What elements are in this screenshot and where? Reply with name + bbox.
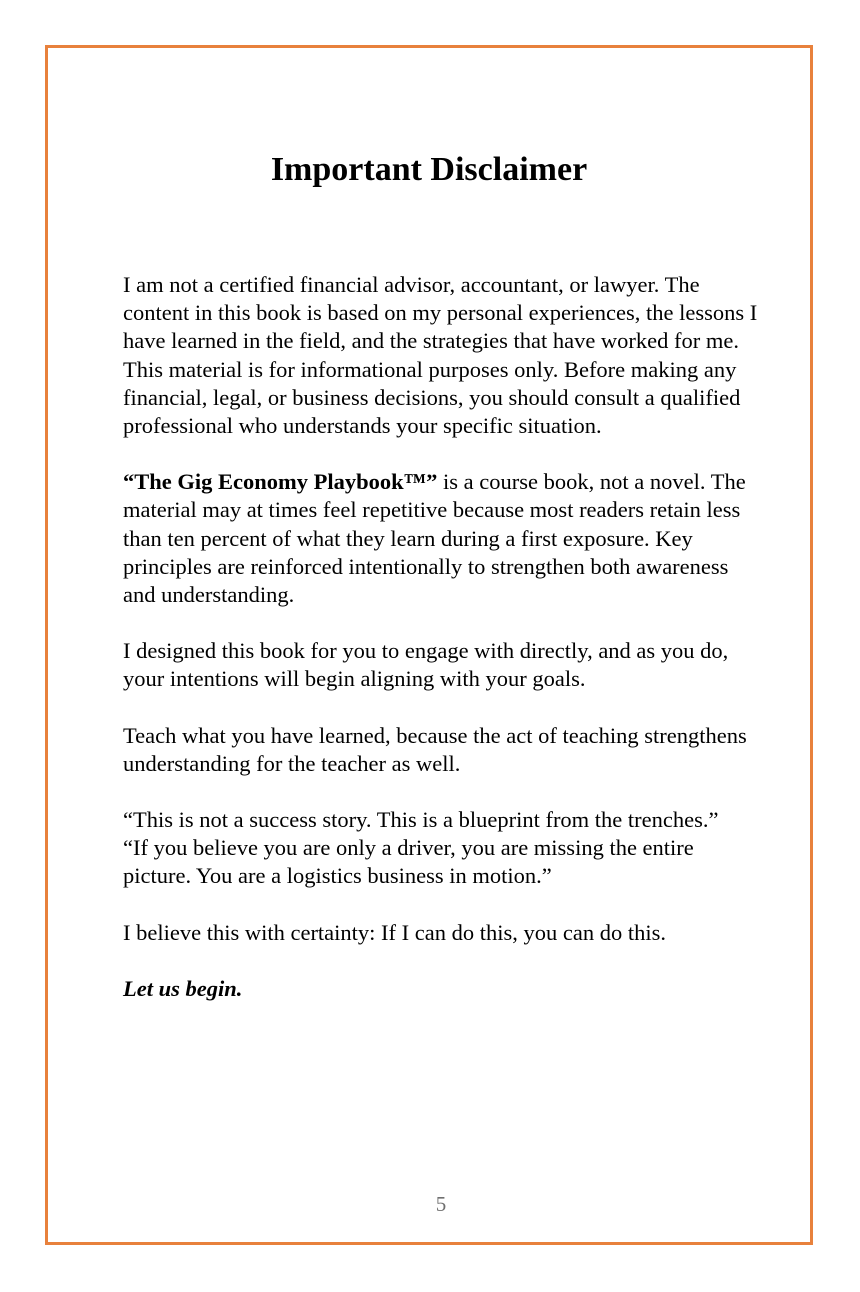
body-text bbox=[123, 271, 759, 1031]
quote-logistics: “If you believe you are only a driver, you are missing the entire picture. You are a logistics business in motion.” bbox=[123, 835, 694, 889]
paragraph-teach: Teach what you have learned, because the act of teaching strengthens understanding for the teacher as well. bbox=[123, 722, 747, 776]
paragraph-believe: I believe this with certainty: If I can do this, you can do this. bbox=[123, 919, 666, 945]
paragraph-disclaimer: I am not a certified financial advisor, accountant, or lawyer. The content in this book is based on my personal experiences, the lessons I have learned in the field, and the strategies that have worked for me. This material is for informational purposes only. Before making any financial, legal, or business decisions, you should consult a qualified professional who understands your specific situation. bbox=[123, 272, 758, 439]
paragraph-engage-directly: I designed this book for you to engage with directly, and as you do, your intentions will begin aligning with your goals. bbox=[123, 638, 729, 692]
quote-blueprint: “This is not a success story. This is a blueprint from the trenches.” bbox=[123, 807, 719, 833]
book-title-bold: “The Gig Economy Playbook™” bbox=[123, 469, 438, 495]
paragraph-course-book bbox=[123, 468, 759, 609]
paragraph-let-us-begin: Let us begin. bbox=[123, 975, 243, 1001]
paragraph-course-book-text: is a course book, not a novel. The material may at times feel repetitive because most readers retain less than ten percent of what they learn during a first exposure. Key principles are reinforced intentionally to strengthen both awareness and understanding. bbox=[123, 469, 746, 608]
paragraph-quotes bbox=[123, 806, 759, 891]
page-title: Important Disclaimer bbox=[270, 151, 588, 188]
page-border bbox=[45, 45, 813, 1245]
page-number: 5 bbox=[435, 1192, 447, 1216]
